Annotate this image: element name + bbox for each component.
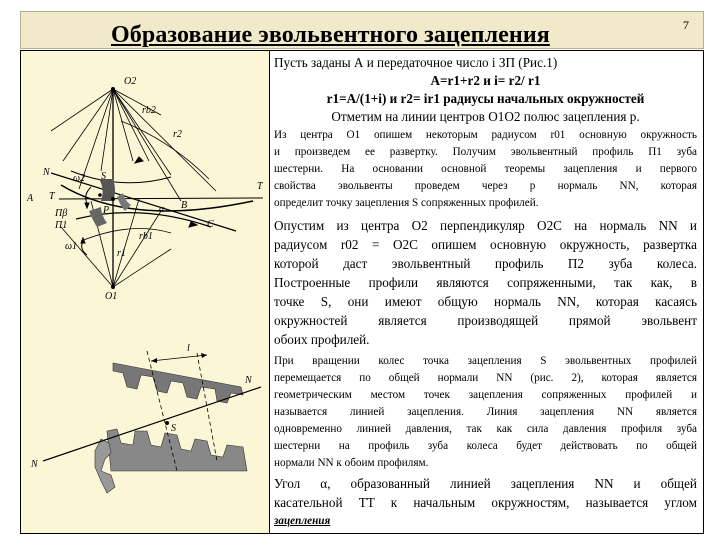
fig1-label-p: P [103,205,110,216]
para2-line-4: свойства эвольвенты проведем через р нормаль NN, которая [274,180,697,192]
para3-line-1: Опустим из центра O2 перпендикуляр O2C на нормаль NN и [274,218,697,233]
fig1-label-r1: r1 [117,248,126,259]
fig1-label-alpha: α [159,204,165,215]
circle-arcs [61,121,253,241]
para3-line-5: точке S, они имеют общую нормаль NN, которая касаясь [274,294,697,309]
fig1-label-t-left: T [49,191,55,202]
para2-line-1: Из центра O1 опишем некоторым радиусом r01 основную окружность [274,129,697,141]
slide-number: 7 [683,18,689,32]
fig1-label-r2: r2 [173,129,182,140]
fig1-label-t-right: T [257,181,263,192]
para5-line-2: касательной TT к начальным окружностям, называется углом [274,495,697,510]
fig2-label-l: l [187,343,190,354]
para4-line-4: называется линией зацепления. Линия зацепления NN является [274,406,697,418]
gear-figures [21,51,270,533]
para4-line-6: шестерни на профиль зуба колеса будет действовать по общей [274,440,697,452]
fig2-label-s: S [171,423,176,434]
fig1-label-rb2: rb2 [142,105,156,116]
fig1-label-rb1: rb1 [139,231,153,242]
para2-line-3: шестерни. На основании основной теоремы зацепления и первого [274,163,697,175]
para3-line-4: Построенные профили являются сопряженными, так как, в [274,275,697,290]
text-formula-2: r1=A/(1+i) и r2= ir1 радиусы начальных окружностей [326,91,645,106]
fig1-label-p-pi1: П1 [55,220,68,231]
fig1-label-s: S [101,171,106,182]
para3-line-2: радиусом r02 = O2C опишем основную окружность, развертка [274,237,697,252]
para4-line-7: нормали NN к обоим профилям. [274,457,429,469]
figure-1-involute-construction [21,51,269,533]
text-line-1: Пусть заданы А и передаточное число i ЗП (Рис.1) [274,55,558,70]
slide-header [20,11,704,49]
o2-radii [51,89,216,201]
fig2-label-n-left: N [31,459,38,470]
para3-line-3: которой даст эвольвентный профиль П2 зуба колеса. [274,256,697,271]
para4-line-1: При вращении колес точка зацепления S эвольвентных профилей [274,355,697,367]
fig1-label-o2: O2 [124,76,137,87]
fig1-label-omega2: ω2 [73,173,86,184]
fig1-label-a: A [27,193,34,204]
figure-2-gear-mesh [43,351,261,493]
text-line-4: Отметим на линии центров O1O2 полюс зацепления р. [331,109,640,124]
para5-line-3-term: зацепления [274,515,331,527]
para4-line-2: перемещается по общей нормали NN (рис. 2), которая является [274,372,697,384]
para4-line-3: геометрическим местом точек зацепления сопряженных профилей и [274,389,697,401]
fig1-label-b: B [181,200,188,211]
slide-title: Образование эвольвентного зацепления [111,22,550,48]
fig1-label-omega1: ω1 [65,241,78,252]
tooth-profiles [89,179,131,227]
para2-line-2: и произведем ее развертку. Получим эвольвентный профиль П1 зуба [274,146,697,158]
para2-line-5: определит точку зацепления S сопряженных профилей. [274,197,539,209]
fig1-label-n-top: N [43,167,50,178]
para3-line-6: окружностей является производящей прямой эвольвент [274,313,697,328]
content-panel [20,50,704,534]
para4-line-5: одновременно линией давления, так как сила давления профиля зуба [274,423,697,435]
fig1-label-p-pi2: Пβ [55,208,68,219]
fig2-label-n-right: N [245,375,252,386]
para5-line-1: Угол α, образованный линией зацепления NN и общей [274,476,697,491]
text-formula-1: A=r1+r2 и i= r2/ r1 [430,73,541,88]
explanation-text [274,51,697,533]
o1-radii [61,199,171,287]
fig1-label-c: C [207,219,214,230]
para3-line-7: обоих профилей. [274,332,370,347]
fig1-label-o1: O1 [105,291,118,302]
